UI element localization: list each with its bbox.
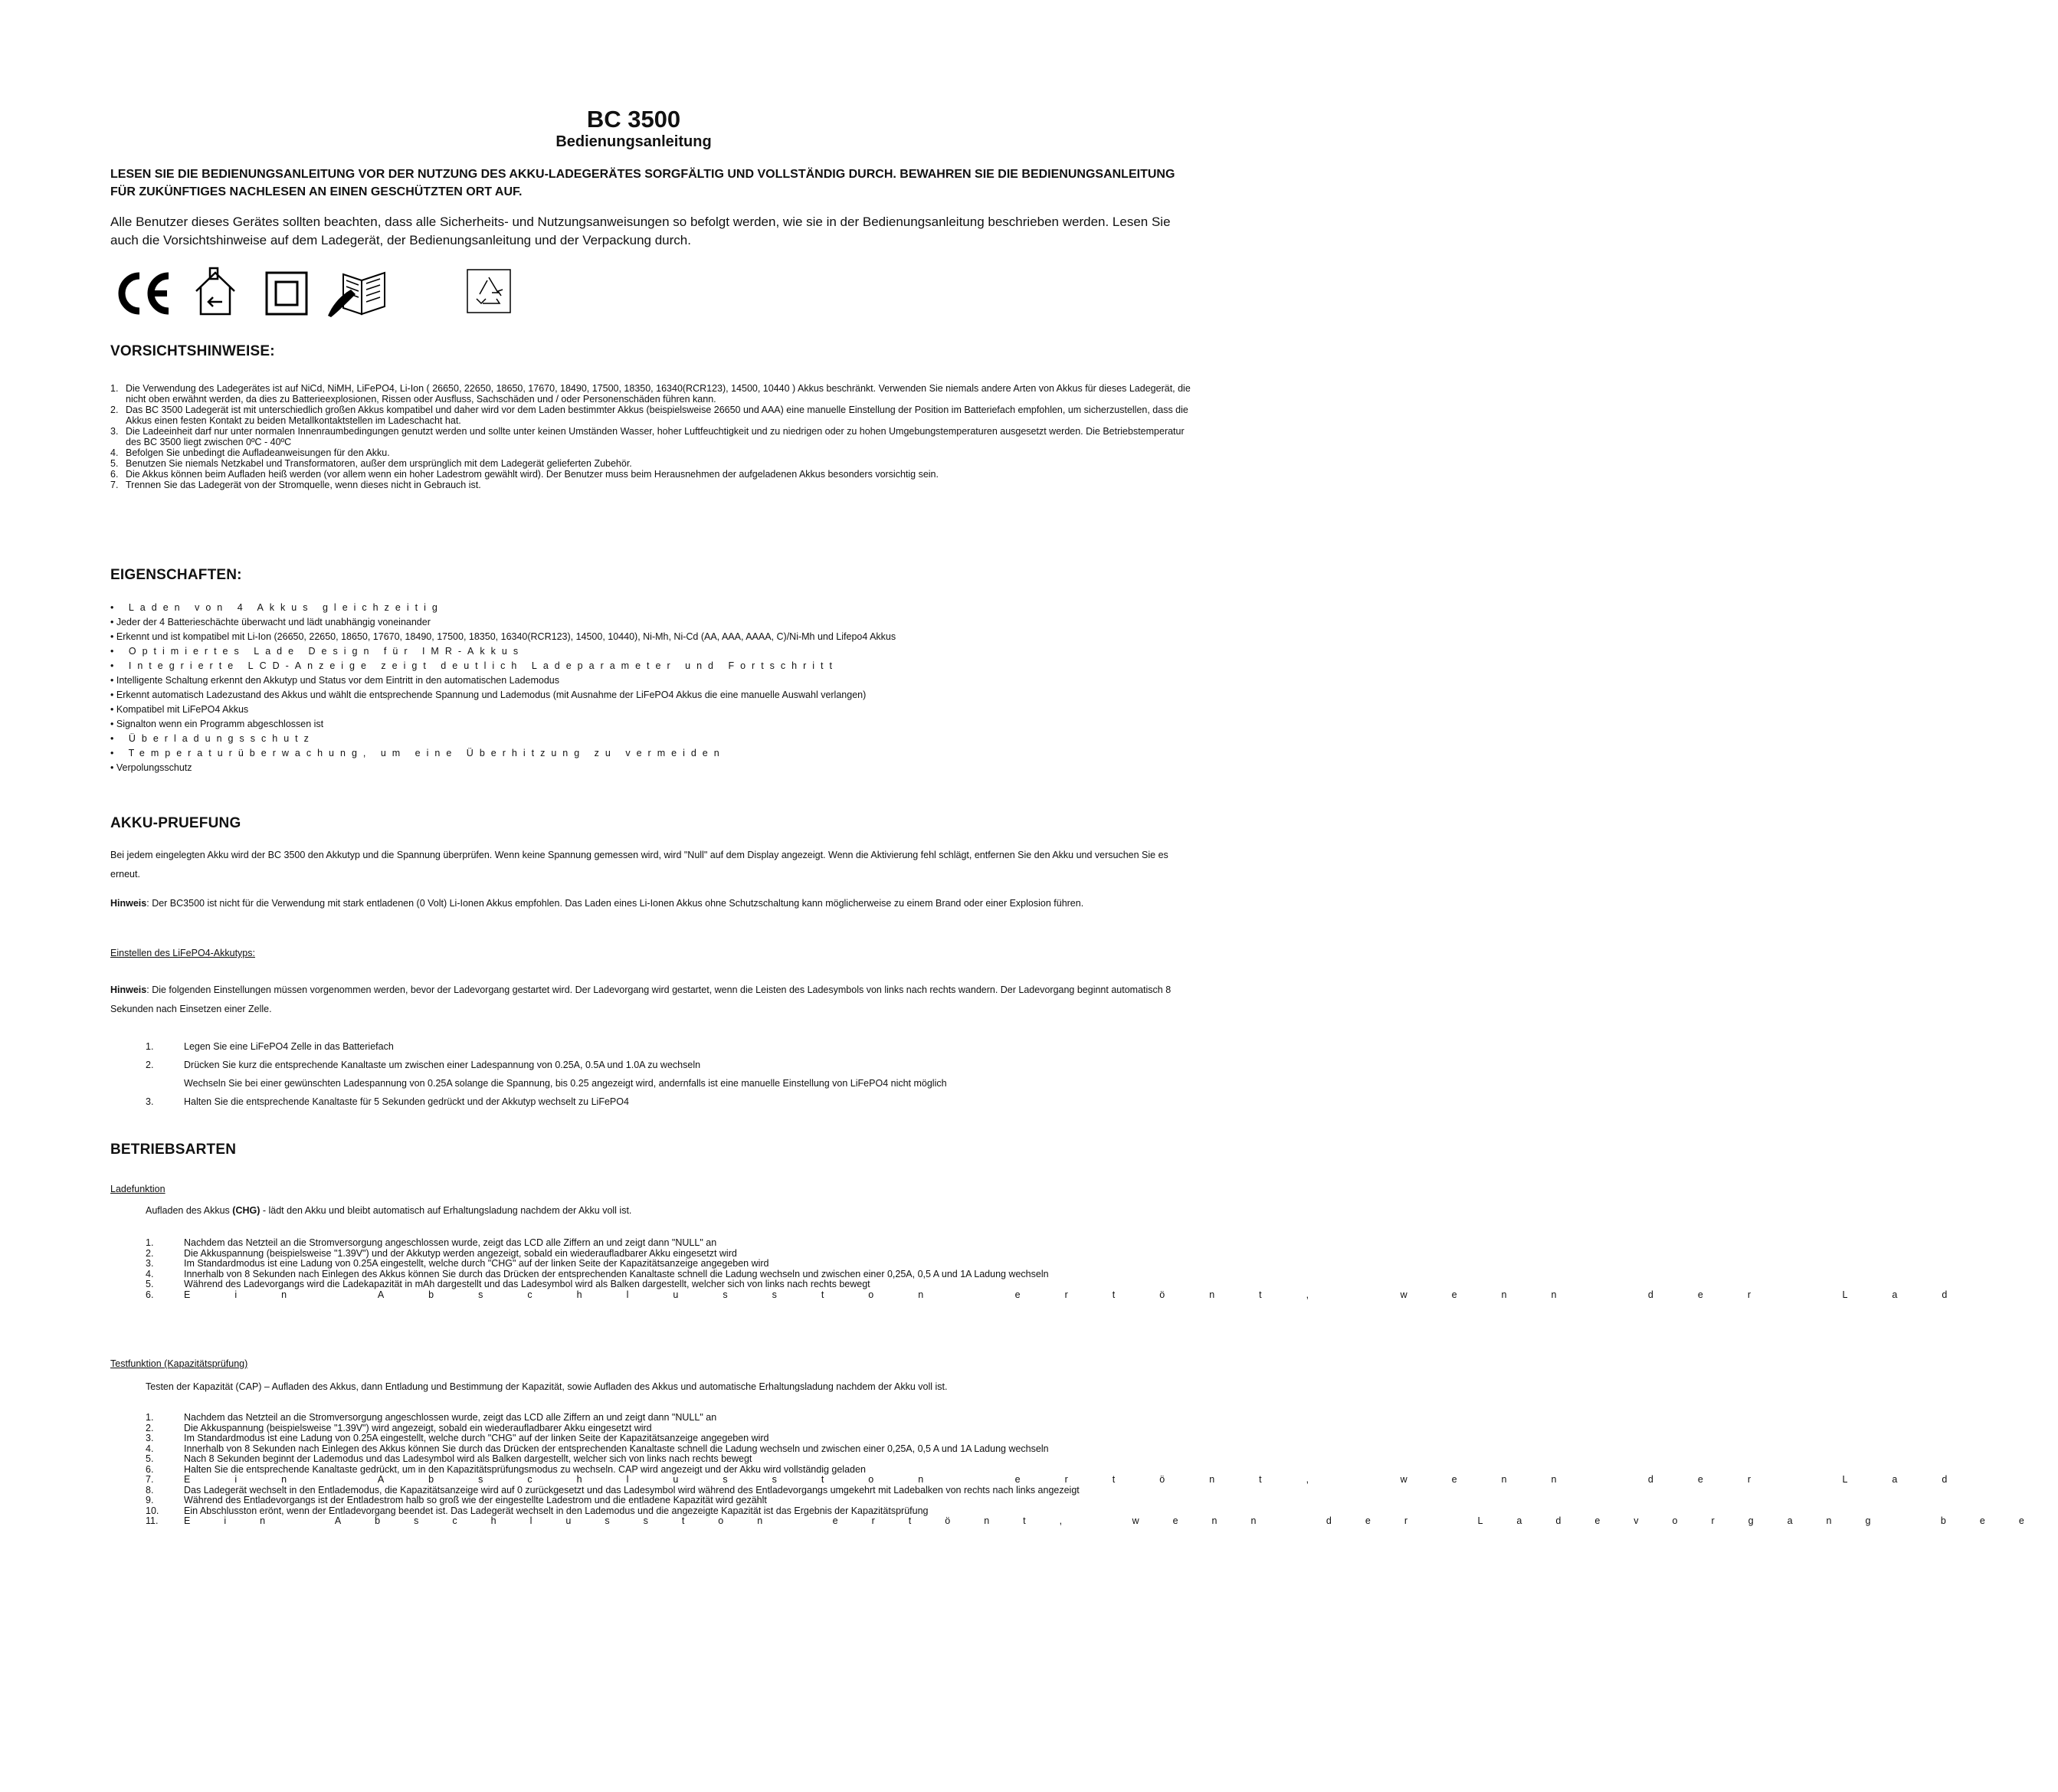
- list-item: 4. Innerhalb von 8 Sekunden nach Einlegen des Akkus können Sie durch das Drücken der entsprechenden Kanaltaste schnell die Ladung wechseln und zwischen einer 0,25A, 0,5 A und 1A Ladung wechseln: [146, 1443, 1049, 1454]
- list-item: 7. Trennen Sie das Ladegerät von der Stromquelle, wenn dieses nicht in Gebrauch ist.: [110, 480, 481, 490]
- list-item: 6. Halten Sie die entsprechende Kanaltaste gedrückt, um in den Kapazitätsprüfungsmodus zu wechseln. CAP wird angezeigt und der Akku wird vollständig geladen: [146, 1463, 866, 1475]
- section-heading-betrieb: BETRIEBSARTEN: [110, 1142, 237, 1158]
- read-manual-icon: [325, 268, 394, 319]
- list-item: 5. Während des Ladevorgangs wird die Ladekapazität in mAh dargestellt und das Ladesymbol wird als Balken dargestellt, welcher sich von links nach rechts bewegt: [146, 1279, 870, 1289]
- warning-text: LESEN SIE DIE BEDIENUNGSANLEITUNG VOR DER NUTZUNG DES AKKU-LADEGERÄTES SORGFÄLTIG UND VOLLSTÄNDIG DURCH. BEWAHREN SIE DIE BEDIENUNGSANLEITUNG FÜR ZUKÜNFTIGES NACHLESEN AN EINEN GESCHÜTZTEN ORT AUF.: [110, 168, 1175, 198]
- eigenschaften-list: [110, 601, 1183, 775]
- page-title: BC 3500: [586, 106, 681, 133]
- lifepo4-subtitle: Einstellen des LiFePO4-Akkutyps:: [110, 948, 255, 958]
- list-item: 2. Die Akkuspannung (beispielsweise "1.39V") und der Akkutyp werden angezeigt, sobald ein wiederaufladbarer Akku eingesetzt wird: [146, 1247, 737, 1259]
- list-item: 6. Die Akkus können beim Aufladen heiß werden (vor allem wenn ein hoher Ladestrom gewählt wird). Der Benutzer muss beim Herausnehmen der aufgeladenen Akkus besonders vorsichtig sein.: [110, 469, 939, 480]
- list-item: 10. Ein Abschlusston erönt, wenn der Entladevorgang beendet ist. Das Ladegerät wechselt in den Lademodus und die angezeigte Kapazität ist das Ergebnis der Kapazitätsprüfung: [146, 1505, 929, 1516]
- list-item: • Temperaturüberwachung, um eine Überhitzung zu vermeiden: [110, 748, 726, 758]
- section-heading-vorsicht: VORSICHTSHINWEISE:: [110, 343, 275, 359]
- list-item: 1. Nachdem das Netzteil an die Stromversorgung angeschlossen wurde, zeigt das LCD alle Ziffern an und zeigt dann "NULL" an: [146, 1237, 717, 1248]
- list-item: • Signalton wenn ein Programm abgeschlossen ist: [110, 719, 324, 729]
- list-item: • Kompatibel mit LiFePO4 Akkus: [110, 704, 249, 715]
- hinweis-paragraph: Hinweis: Der BC3500 ist nicht für die Verwendung mit stark entladenen (0 Volt) Li-Ionen Akkus empfohlen. Das Laden eines Li-Ionen Akkus ohne Schutzschaltung kann möglicherweise zu einem Brand oder einer Explosion führen.: [110, 898, 1084, 909]
- list-item: 6. Ein Abschlusston ertönt, wenn der Lad: [146, 1289, 1992, 1300]
- list-item: 3. Halten Sie die entsprechende Kanaltaste für 5 Sekunden gedrückt und der Akkutyp wechselt zu LiFePO4: [146, 1096, 629, 1107]
- testfunktion-subtitle: Testfunktion (Kapazitätsprüfung): [110, 1358, 248, 1369]
- recycling-icon: [466, 268, 513, 316]
- testfunktion-steps: [146, 1412, 2058, 1527]
- list-item: 2. Die Akkuspannung (beispielsweise "1.39V") wird angezeigt, sobald ein wiederaufladbarer Akku eingesetzt wird: [146, 1422, 652, 1433]
- ce-mark-icon: [113, 268, 173, 319]
- list-item: • Jeder der 4 Batterieschächte überwacht und lädt unabhängig voneinander: [110, 617, 431, 627]
- list-item: 1. Die Verwendung des Ladegerätes ist auf NiCd, NiMH, LiFePO4, Li-Ion ( 26650, 22650, 18650, 17670, 18490, 17500, 18350, 16340(RCR123), 14500, 10440 ) Akkus beschränkt. Verwenden Sie niemals andere Arten von Akkus für dieses Ladegerät, die nicht oben erwähnt werden, da dies zu Batterieexplosionen, Rissen oder Ausfluss, Sachschäden und / oder Personenschäden führen kann.: [110, 383, 1191, 405]
- list-item: • Verpolungsschutz: [110, 762, 192, 773]
- list-item: • Erkennt automatisch Ladezustand des Akkus und wählt die entsprechende Spannung und Lademodus (mit Ausnahme der LiFePO4 Akkus die eine manuelle Auswahl verlangen): [110, 690, 867, 700]
- page-subtitle: Bedienungsanleitung: [555, 133, 712, 150]
- hinweis2-paragraph: Hinweis: Die folgenden Einstellungen müssen vorgenommen werden, bevor der Ladevorgang gestartet wird. Der Ladevorgang wird gestartet, wenn die Leisten des Ladesymbols von links nach rechts wandern. Der Ladevorgang beginnt automatisch 8 Sekunden nach Einsetzen einer Zelle.: [110, 984, 1172, 1014]
- list-item: 7. Ein Abschlusston ertönt, wenn der Lad: [146, 1474, 1992, 1485]
- pruefung-text: Bei jedem eingelegten Akku wird der BC 3500 den Akkutyp und die Spannung überprüfen. Wenn keine Spannung gemessen wird, wird "Null" auf dem Display angezeigt. Wenn die Aktivierung fehl schlägt, entfernen Sie den Akku und versuchen Sie es erneut.: [110, 850, 1168, 880]
- list-item: 9. Während des Entladevorgangs ist der Entladestrom halb so groß wie der eingestellte Ladestrom und die entladene Kapazität wird gezählt: [146, 1495, 767, 1505]
- list-item: • Optimiertes Lade Design für IMR-Akkus: [110, 646, 525, 657]
- vorsicht-list: [110, 383, 1191, 490]
- list-item: 5. Nach 8 Sekunden beginnt der Lademodus und das Ladesymbol wird als Balken dargestellt, welcher sich von links nach rechts bewegt: [146, 1453, 752, 1464]
- section-heading-eigenschaften: EIGENSCHAFTEN:: [110, 567, 242, 583]
- list-item: 2. Drücken Sie kurz die entsprechende Kanaltaste um zwischen einer Ladespannung von 0.25A, 0.5A und 1.0A zu wechseln: [146, 1060, 701, 1070]
- indoor-use-house-icon: [192, 268, 239, 319]
- list-item: 4. Innerhalb von 8 Sekunden nach Einlegen des Akkus können Sie durch das Drücken der entsprechenden Kanaltaste schnell die Ladung wechseln und zwischen einer 0,25A, 0,5 A und 1A Ladung wechseln: [146, 1268, 1049, 1279]
- ladefunktion-subtitle: Ladefunktion: [110, 1184, 165, 1194]
- section-heading-pruefung: AKKU-PRUEFUNG: [110, 815, 241, 831]
- testfunktion-intro: Testen der Kapazität (CAP) – Aufladen des Akkus, dann Entladung und Bestimmung der Kapazität, sowie Aufladen des Akkus und automatische Erhaltungsladung nachdem der Akku voll ist.: [146, 1381, 948, 1392]
- ladefunktion-steps: [146, 1237, 1992, 1300]
- list-item: 2. Das BC 3500 Ladegerät ist mit unterschiedlich großen Akkus kompatibel und daher wird vor dem Laden bestimmter Akkus (beispielsweise 26650 und AAA) eine manuelle Einstellung der Position im Batteriefach empfohlen, um sicherzustellen, dass die Akkus einen festen Kontakt zu beiden Metallkontaktstellen im Ladeschacht hat.: [110, 405, 1188, 426]
- intro-text: Alle Benutzer dieses Gerätes sollten beachten, dass alle Sicherheits- und Nutzungsanweisungen so befolgt werden, wie sie in der Bedienungsanleitung beschrieben werden. Lesen Sie auch die Vorsichtshinweise auf dem Ladegerät, der Bedienungsanleitung und der Verpackung durch.: [110, 215, 1171, 247]
- double-insulation-icon: [264, 268, 310, 319]
- lifepo4-steps: [146, 1037, 1195, 1111]
- list-item: • Erkennt und ist kompatibel mit Li-Ion (26650, 22650, 18650, 17670, 18490, 17500, 18350, 16340(RCR123), 14500, 10440), Ni-Mh, Ni-Cd (AA, AAA, AAAA, C)/Ni-Mh und Lifepo4 Akkus: [110, 631, 896, 642]
- list-item: • Intelligente Schaltung erkennt den Akkutyp und Status vor dem Eintritt in den automatischen Lademodus: [110, 675, 559, 686]
- list-item: 5. Benutzen Sie niemals Netzkabel und Transformatoren, außer dem ursprünglich mit dem Ladegerät gelieferten Zubehör.: [110, 458, 632, 469]
- list-item: 3. Im Standardmodus ist eine Ladung von 0.25A eingestellt, welche durch "CHG" auf der linken Seite der Kapazitätsanzeige angegeben wird: [146, 1433, 769, 1443]
- list-item: Wechseln Sie bei einer gewünschten Ladespannung von 0.25A solange die Spannung, bis 0.25 angezeigt wird, andernfalls ist eine manuelle Einstellung von LiFePO4 nicht möglich: [184, 1078, 947, 1089]
- list-item: • Überladungsschutz: [110, 733, 315, 744]
- list-item: 3. Im Standardmodus ist eine Ladung von 0.25A eingestellt, welche durch "CHG" auf der linken Seite der Kapazitätsanzeige angegeben wird: [146, 1258, 769, 1269]
- list-item: 1. Legen Sie eine LiFePO4 Zelle in das Batteriefach: [146, 1041, 394, 1052]
- list-item: • Laden von 4 Akkus gleichzeitig: [110, 602, 444, 613]
- list-item: 1. Nachdem das Netzteil an die Stromversorgung angeschlossen wurde, zeigt das LCD alle Ziffern an und zeigt dann "NULL" an: [146, 1412, 717, 1423]
- list-item: 4. Befolgen Sie unbedingt die Aufladeanweisungen für den Akku.: [110, 447, 390, 458]
- ladefunktion-intro: Aufladen des Akkus (CHG) - lädt den Akku und bleibt automatisch auf Erhaltungsladung nachdem der Akku voll ist.: [146, 1205, 632, 1216]
- certification-icons: [113, 268, 527, 319]
- list-item: • Integrierte LCD-Anzeige zeigt deutlich Ladeparameter und Fortschritt: [110, 660, 839, 671]
- list-item: 3. Die Ladeeinheit darf nur unter normalen Innenraumbedingungen genutzt werden und sollte unter keinen Umständen Wasser, hoher Luftfeuchtigkeit und zu niedrigen oder zu hohen Umgebungstemperaturen ausgesetzt werden. Die Betriebstemperatur des BC 3500 liegt zwischen 0ºC - 40ºC: [110, 426, 1185, 447]
- list-item: 8. Das Ladegerät wechselt in den Entlademodus, die Kapazitätsanzeige wird auf 0 zurückgesetzt und das Ladesymbol wird während des Entladevorgangs umgekehrt mit Ladebalken von rechts nach links angezeigt: [146, 1484, 1080, 1496]
- list-item: 11. Ein Abschlusston ertönt, wenn der Ladevorgang bee: [146, 1515, 2058, 1526]
